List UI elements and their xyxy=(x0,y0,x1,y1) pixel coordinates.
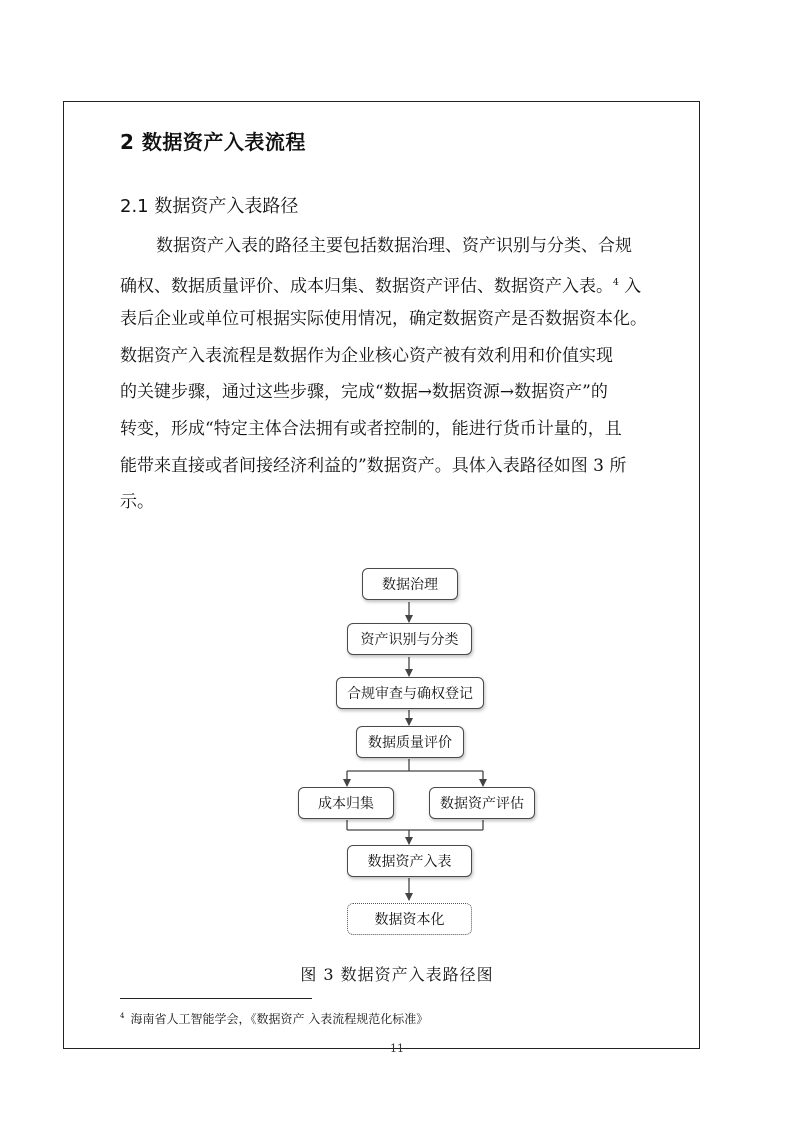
body-paragraph xyxy=(120,228,680,521)
node-data-capitalization: 数据资本化 xyxy=(347,903,472,935)
footnote-divider xyxy=(120,998,312,999)
paragraph-line: 数据资产入表的路径主要包括数据治理、资产识别与分类、合规 xyxy=(156,236,632,256)
footnote-marker: 4 xyxy=(120,1012,125,1020)
paragraph-line: 转变，形成“特定主体合法拥有或者控制的，能进行货币计量的，且 xyxy=(120,418,622,439)
node-asset-recognition: 数据资产入表 xyxy=(347,845,472,877)
node-cost-collection: 成本归集 xyxy=(298,787,394,819)
paragraph-line: 数据资产入表流程是数据作为企业核心资产被有效利用和价值实现 xyxy=(120,345,613,366)
footnote xyxy=(120,1010,428,1027)
node-data-governance: 数据治理 xyxy=(362,568,458,600)
paragraph-line: 能带来直接或者间接经济利益的”数据资产。具体入表路径如图 3 所 xyxy=(120,455,627,476)
paragraph-line: 确权、数据质量评价、成本归集、数据资产评估、数据资产入表。$^4$ 入 xyxy=(120,276,642,297)
subsection-heading: 2.1 数据资产入表路径 xyxy=(120,196,299,217)
node-asset-valuation: 数据资产评估 xyxy=(429,787,535,819)
footnote-reference: 4 xyxy=(613,277,619,288)
footnote-text: 海南省人工智能学会，《数据资产 入表流程规范化标准》 xyxy=(130,1012,429,1026)
section-heading: 2 数据资产入表流程 xyxy=(120,130,306,154)
paragraph-line: 的关键步骤，通过这些步骤，完成“数据→数据资源→数据资产”的 xyxy=(120,382,608,403)
page-number: 11 xyxy=(390,1042,404,1055)
flowchart xyxy=(280,560,540,945)
paragraph-line: 表后企业或单位可根据实际使用情况，确定数据资产是否数据资本化。 xyxy=(120,309,647,330)
node-quality-evaluation: 数据质量评价 xyxy=(356,726,464,758)
node-compliance-review: 合规审查与确权登记 xyxy=(336,677,484,709)
node-asset-identification: 资产识别与分类 xyxy=(347,623,472,655)
paragraph-line: 示。 xyxy=(120,492,154,513)
figure-caption: 图 3 数据资产入表路径图 xyxy=(300,965,494,984)
